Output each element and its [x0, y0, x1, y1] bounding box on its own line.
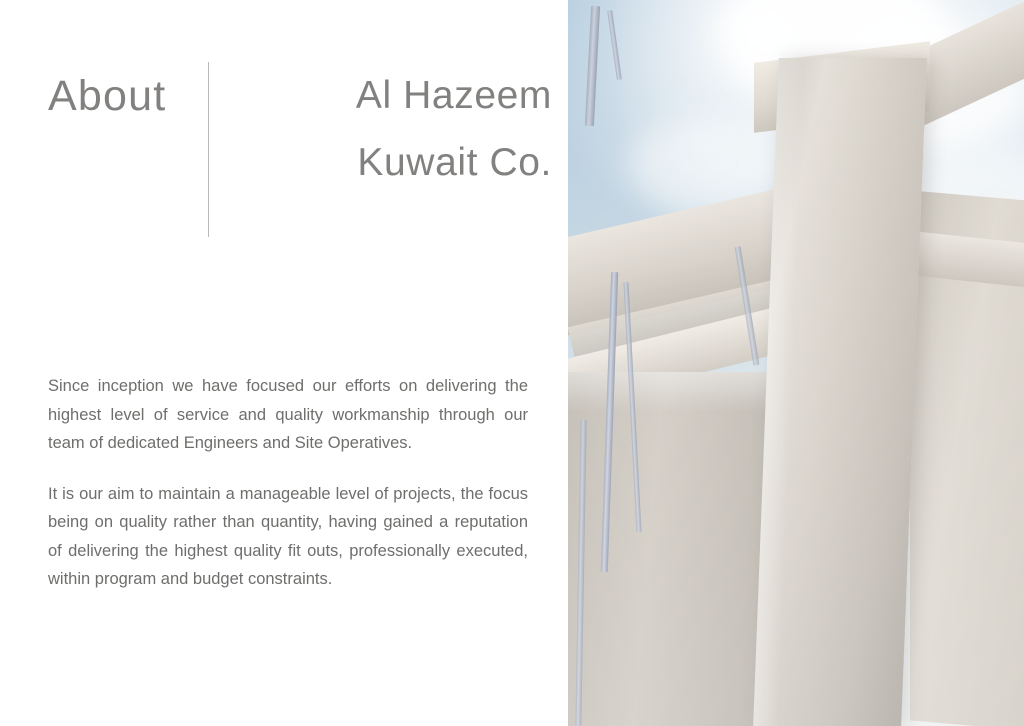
concrete-column-main: [753, 58, 927, 726]
section-label: About: [48, 72, 167, 120]
page-title: [209, 62, 560, 196]
body-text-block: [48, 372, 528, 594]
concrete-wall-left: [568, 372, 776, 726]
construction-photo: [568, 0, 1024, 726]
page-title-line-2: Kuwait Co.: [357, 141, 552, 185]
heading-block: [48, 62, 560, 237]
page-title-line-1: Al Hazeem: [355, 74, 552, 117]
body-paragraph-1: Since inception we have focused our efforts on delivering the highest level of service and quality workmanship through our team of dedicated Engineers and Site Operatives.: [48, 377, 528, 453]
body-paragraph-2: It is our aim to maintain a manageable level of projects, the focus being on quality rather than quantity, having gained a reputation of delivering the highest quality fit outs, professionally executed, within program and budget constraints.: [48, 484, 528, 589]
image-column: [568, 0, 1024, 726]
